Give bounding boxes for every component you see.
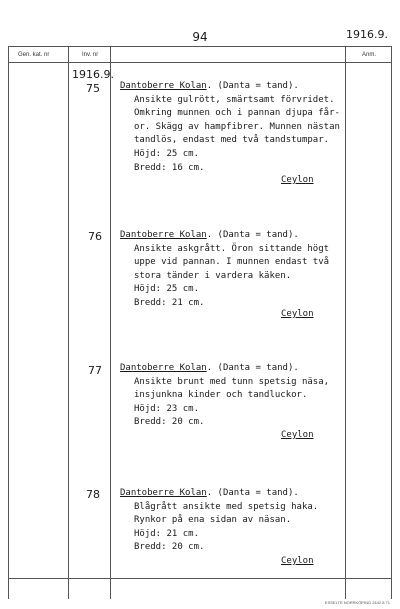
entry-line: insjunkna kinder och tandluckor. <box>134 390 308 401</box>
inv-number-75: 75 <box>86 82 100 95</box>
entry-line: Höjd: 21 cm. <box>134 528 200 539</box>
entry-line: Omkring munnen och i pannan djupa får- <box>134 108 340 119</box>
entry-line: Ansikte askgrått. Öron sittande högt <box>134 243 330 254</box>
entry-title: Dantoberre Kolan <box>120 488 207 498</box>
entry-title-rest: . (Danta = tand). <box>206 230 299 240</box>
entry-title-rest: . (Danta = tand). <box>206 488 299 498</box>
inv-number-77: 77 <box>88 364 102 377</box>
header-bottom-rule <box>8 62 392 63</box>
table-left-rule <box>8 46 9 599</box>
entry-line: Ansikte brunt med tunn spetsig näsa, <box>134 376 330 387</box>
column-rule-gen-inv <box>68 46 69 599</box>
place-ceylon: Ceylon <box>281 175 314 185</box>
entry-line: Bredd: 16 cm. <box>134 162 205 173</box>
entry-line: or. Skägg av hampfibrer. Munnen nästan <box>134 121 340 132</box>
accession-number: 1916.9. <box>346 28 388 41</box>
inv-number-78: 78 <box>86 488 100 501</box>
column-header-inv: Inv. nr <box>82 52 99 58</box>
table-right-rule <box>391 46 392 599</box>
entry-title: Dantoberre Kolan <box>120 363 207 373</box>
entry-title: Dantoberre Kolan <box>120 81 207 91</box>
page-number: 94 <box>192 30 208 44</box>
place-ceylon: Ceylon <box>281 430 314 440</box>
entry-line: uppe vid pannan. I munnen endast två <box>134 257 330 268</box>
column-header-gen-kat: Gen. kat. nr <box>18 52 50 58</box>
entry-line: Höjd: 23 cm. <box>134 403 200 414</box>
entry-line: Höjd: 25 cm. <box>134 148 200 159</box>
year-label: 1916.9. <box>72 68 114 81</box>
entry-line: Höjd: 25 cm. <box>134 284 200 295</box>
inv-number-76: 76 <box>88 230 102 243</box>
entry-76 <box>120 229 329 311</box>
entry-78 <box>120 487 318 555</box>
entry-title-rest: . (Danta = tand). <box>206 363 299 373</box>
entry-title-rest: . (Danta = tand). <box>206 81 299 91</box>
printer-mark: ESSELTE NORRKÖPING 2442 8 71 <box>324 600 390 605</box>
entry-title: Dantoberre Kolan <box>120 230 207 240</box>
entry-line: Blågrått ansikte med spetsig haka. <box>134 501 319 512</box>
place-ceylon: Ceylon <box>281 556 314 566</box>
place-ceylon: Ceylon <box>281 309 314 319</box>
column-rule-inv-desc <box>110 46 111 599</box>
entry-line: tandlös, endast med två tandstumpar. <box>134 135 330 146</box>
table-top-rule <box>8 46 392 47</box>
entry-line: Rynkor på ena sidan av näsan. <box>134 515 292 526</box>
entry-line: Ansikte gulrött, smärtsamt förvridet. <box>134 94 335 105</box>
entry-77 <box>120 362 329 430</box>
entry-line: Bredd: 21 cm. <box>134 297 205 308</box>
entry-line: stora tänder i vardera käken. <box>134 270 292 281</box>
table-bottom-rule <box>8 578 392 579</box>
entry-75 <box>120 80 340 175</box>
column-rule-desc-anm <box>345 46 346 599</box>
entry-line: Bredd: 20 cm. <box>134 417 205 428</box>
entry-line: Bredd: 20 cm. <box>134 542 205 553</box>
column-header-anm: Anm. <box>362 52 377 58</box>
